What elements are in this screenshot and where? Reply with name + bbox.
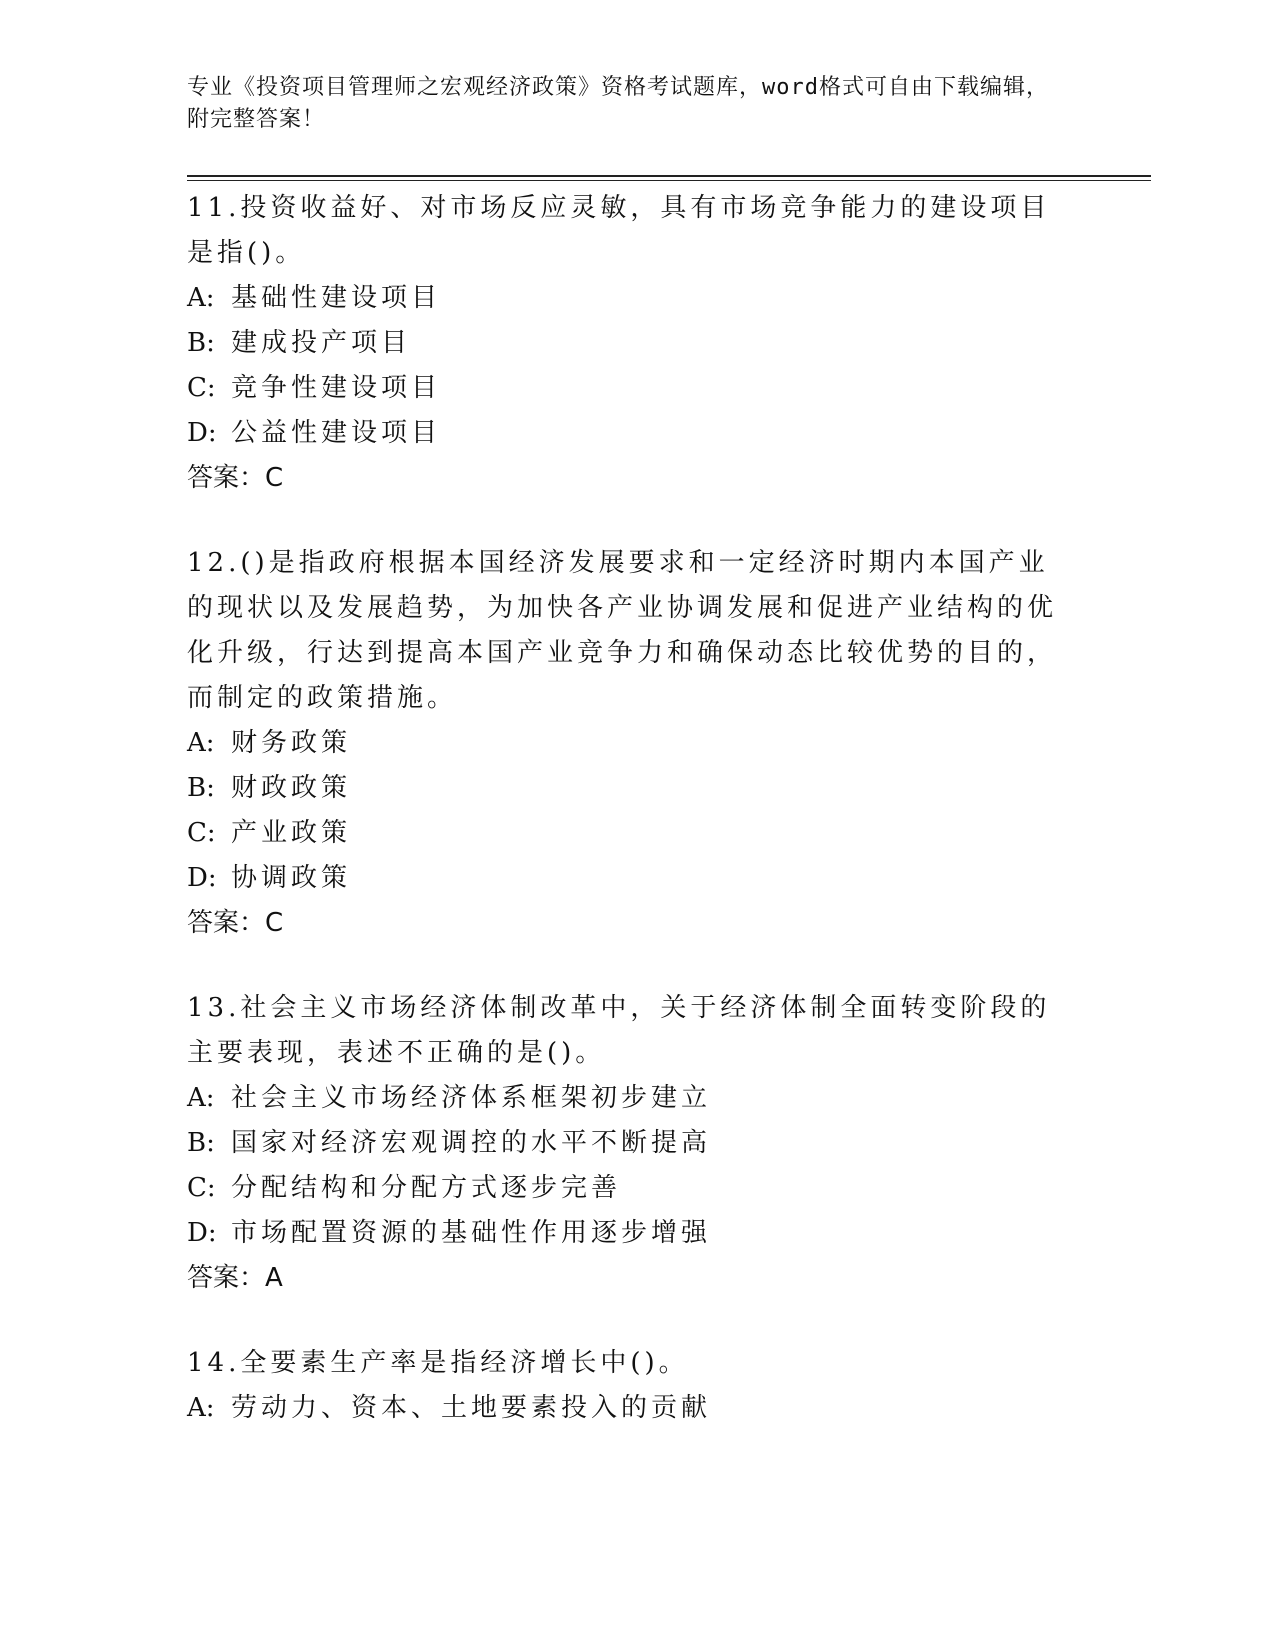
- option-text: 财务政策: [231, 728, 352, 758]
- option-letter: B:: [187, 1128, 215, 1158]
- option-b: [187, 321, 1067, 366]
- option-a: [187, 721, 1067, 766]
- option-b: [187, 1121, 1067, 1166]
- answer-line: 答案：C: [187, 463, 284, 493]
- option-d: [187, 856, 1067, 901]
- option-letter: A:: [187, 1083, 215, 1113]
- option-a: [187, 1386, 1067, 1431]
- option-a: [187, 1076, 1067, 1121]
- option-letter: A:: [187, 728, 215, 758]
- option-text: 市场配置资源的基础性作用逐步增强: [231, 1218, 712, 1248]
- option-text: 公益性建设项目: [231, 418, 442, 448]
- option-text: 建成投产项目: [231, 328, 412, 358]
- option-letter: C:: [187, 373, 216, 403]
- option-text: 基础性建设项目: [231, 283, 442, 313]
- answer-line: 答案：A: [187, 1263, 283, 1293]
- option-letter: B:: [187, 773, 215, 803]
- option-text: 竞争性建设项目: [231, 373, 442, 403]
- question-stem: 13.社会主义市场经济体制改革中，关于经济体制全面转变阶段的主要表现，表述不正确的是()。: [187, 993, 1051, 1068]
- header-divider-thin: [187, 180, 1151, 181]
- option-letter: D:: [187, 1218, 217, 1248]
- option-d: [187, 411, 1067, 456]
- option-text: 国家对经济宏观调控的水平不断提高: [231, 1128, 712, 1158]
- option-letter: B:: [187, 328, 215, 358]
- question-11: [187, 186, 1067, 501]
- option-text: 社会主义市场经济体系框架初步建立: [231, 1083, 712, 1113]
- document-header: 专业《投资项目管理师之宏观经济政策》资格考试题库，word格式可自由下载编辑，附完整答案！: [187, 75, 1049, 132]
- option-c: [187, 811, 1067, 856]
- option-letter: C:: [187, 1173, 216, 1203]
- option-letter: A:: [187, 283, 215, 313]
- option-letter: D:: [187, 863, 217, 893]
- question-14: [187, 1341, 1067, 1431]
- option-b: [187, 766, 1067, 811]
- question-13: [187, 986, 1067, 1301]
- option-a: [187, 276, 1067, 321]
- question-stem: 12.()是指政府根据本国经济发展要求和一定经济时期内本国产业的现状以及发展趋势，为加快各产业协调发展和促进产业结构的优化升级，行达到提高本国产业竞争力和确保动态比较优势的目的，而制定的政策措施。: [187, 548, 1058, 713]
- option-text: 劳动力、资本、土地要素投入的贡献: [231, 1393, 712, 1423]
- option-letter: C:: [187, 818, 216, 848]
- header-divider-thick: [187, 175, 1151, 177]
- option-d: [187, 1211, 1067, 1256]
- answer-line: 答案：C: [187, 908, 284, 938]
- question-stem: 11.投资收益好、对市场反应灵敏，具有市场竞争能力的建设项目是指()。: [187, 193, 1051, 268]
- question-list: [187, 186, 1067, 1471]
- option-letter: D:: [187, 418, 217, 448]
- option-c: [187, 1166, 1067, 1211]
- option-text: 分配结构和分配方式逐步完善: [231, 1173, 622, 1203]
- option-text: 协调政策: [231, 863, 352, 893]
- option-text: 产业政策: [231, 818, 352, 848]
- option-c: [187, 366, 1067, 411]
- option-text: 财政政策: [231, 773, 352, 803]
- question-12: [187, 541, 1067, 946]
- question-stem: 14.全要素生产率是指经济增长中()。: [187, 1348, 689, 1378]
- option-letter: A:: [187, 1393, 215, 1423]
